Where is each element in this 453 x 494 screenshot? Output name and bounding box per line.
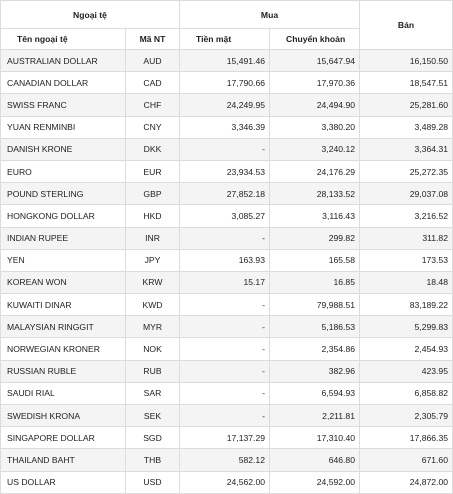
header-buy: Mua: [180, 1, 360, 29]
currency-code-cell: KRW: [126, 271, 180, 293]
transfer-buy-cell: 28,133.52: [270, 183, 360, 205]
currency-name-cell: NORWEGIAN KRONER: [1, 338, 126, 360]
cash-buy-cell: 23,934.53: [180, 160, 270, 182]
currency-code-cell: GBP: [126, 183, 180, 205]
sell-rate-cell: 2,454.93: [360, 338, 453, 360]
currency-code-cell: AUD: [126, 50, 180, 72]
cash-buy-cell: -: [180, 405, 270, 427]
currency-name-cell: RUSSIAN RUBLE: [1, 360, 126, 382]
transfer-buy-cell: 24,176.29: [270, 160, 360, 182]
header-currency: Ngoại tệ: [1, 1, 180, 29]
currency-name-cell: SWEDISH KRONA: [1, 405, 126, 427]
currency-name-cell: SWISS FRANC: [1, 94, 126, 116]
transfer-buy-cell: 2,354.86: [270, 338, 360, 360]
cash-buy-cell: 3,085.27: [180, 205, 270, 227]
currency-code-cell: SGD: [126, 427, 180, 449]
cash-buy-cell: 24,249.95: [180, 94, 270, 116]
table-header: [1, 1, 453, 50]
transfer-buy-cell: 646.80: [270, 449, 360, 471]
cash-buy-cell: 17,137.29: [180, 427, 270, 449]
cash-buy-cell: 163.93: [180, 249, 270, 271]
sell-rate-cell: 25,272.35: [360, 160, 453, 182]
sell-rate-cell: 18,547.51: [360, 72, 453, 94]
sell-rate-cell: 18.48: [360, 271, 453, 293]
currency-code-cell: KWD: [126, 294, 180, 316]
cash-buy-cell: 17,790.66: [180, 72, 270, 94]
transfer-buy-cell: 299.82: [270, 227, 360, 249]
currency-code-cell: DKK: [126, 138, 180, 160]
currency-name-cell: YEN: [1, 249, 126, 271]
transfer-buy-cell: 6,594.93: [270, 382, 360, 404]
currency-code-cell: SAR: [126, 382, 180, 404]
header-row-top: [1, 1, 453, 29]
table-row: [1, 271, 453, 293]
sell-rate-cell: 5,299.83: [360, 316, 453, 338]
sell-rate-cell: 671.60: [360, 449, 453, 471]
currency-code-cell: CHF: [126, 94, 180, 116]
currency-name-cell: MALAYSIAN RINGGIT: [1, 316, 126, 338]
currency-name-cell: SINGAPORE DOLLAR: [1, 427, 126, 449]
currency-code-cell: NOK: [126, 338, 180, 360]
sell-rate-cell: 2,305.79: [360, 405, 453, 427]
transfer-buy-cell: 16.85: [270, 271, 360, 293]
table-row: [1, 316, 453, 338]
currency-code-cell: SEK: [126, 405, 180, 427]
transfer-buy-cell: 24,592.00: [270, 471, 360, 493]
sell-rate-cell: 17,866.35: [360, 427, 453, 449]
table-row: [1, 405, 453, 427]
sell-rate-cell: 423.95: [360, 360, 453, 382]
transfer-buy-cell: 5,186.53: [270, 316, 360, 338]
transfer-buy-cell: 17,310.40: [270, 427, 360, 449]
table-row: [1, 72, 453, 94]
table-row: [1, 138, 453, 160]
currency-code-cell: USD: [126, 471, 180, 493]
transfer-buy-cell: 165.58: [270, 249, 360, 271]
transfer-buy-cell: 3,380.20: [270, 116, 360, 138]
transfer-buy-cell: 24,494.90: [270, 94, 360, 116]
currency-name-cell: US DOLLAR: [1, 471, 126, 493]
table-row: [1, 427, 453, 449]
transfer-buy-cell: 17,970.36: [270, 72, 360, 94]
sell-rate-cell: 6,858.82: [360, 382, 453, 404]
sell-rate-cell: 16,150.50: [360, 50, 453, 72]
sell-rate-cell: 24,872.00: [360, 471, 453, 493]
currency-name-cell: POUND STERLING: [1, 183, 126, 205]
currency-name-cell: INDIAN RUPEE: [1, 227, 126, 249]
table-row: [1, 382, 453, 404]
header-sell: Bán: [360, 1, 453, 50]
currency-code-cell: MYR: [126, 316, 180, 338]
sell-rate-cell: 29,037.08: [360, 183, 453, 205]
sell-rate-cell: 83,189.22: [360, 294, 453, 316]
table-row: [1, 205, 453, 227]
currency-name-cell: THAILAND BAHT: [1, 449, 126, 471]
table-row: [1, 471, 453, 493]
currency-code-cell: CAD: [126, 72, 180, 94]
table-row: [1, 294, 453, 316]
sell-rate-cell: 3,216.52: [360, 205, 453, 227]
sell-rate-cell: 3,364.31: [360, 138, 453, 160]
transfer-buy-cell: 79,988.51: [270, 294, 360, 316]
cash-buy-cell: 582.12: [180, 449, 270, 471]
cash-buy-cell: -: [180, 338, 270, 360]
cash-buy-cell: 24,562.00: [180, 471, 270, 493]
header-cash: Tiền mặt: [180, 29, 270, 50]
currency-code-cell: INR: [126, 227, 180, 249]
header-transfer: Chuyển khoản: [270, 29, 360, 50]
currency-code-cell: EUR: [126, 160, 180, 182]
currency-name-cell: HONGKONG DOLLAR: [1, 205, 126, 227]
transfer-buy-cell: 3,240.12: [270, 138, 360, 160]
cash-buy-cell: -: [180, 294, 270, 316]
currency-name-cell: YUAN RENMINBI: [1, 116, 126, 138]
transfer-buy-cell: 2,211.81: [270, 405, 360, 427]
cash-buy-cell: -: [180, 360, 270, 382]
currency-code-cell: THB: [126, 449, 180, 471]
table-row: [1, 360, 453, 382]
transfer-buy-cell: 3,116.43: [270, 205, 360, 227]
sell-rate-cell: 173.53: [360, 249, 453, 271]
table-row: [1, 183, 453, 205]
header-currency-name: Tên ngoại tệ: [1, 29, 126, 50]
currency-name-cell: AUSTRALIAN DOLLAR: [1, 50, 126, 72]
cash-buy-cell: -: [180, 138, 270, 160]
currency-code-cell: CNY: [126, 116, 180, 138]
table-row: [1, 449, 453, 471]
sell-rate-cell: 3,489.28: [360, 116, 453, 138]
cash-buy-cell: -: [180, 227, 270, 249]
cash-buy-cell: 27,852.18: [180, 183, 270, 205]
cash-buy-cell: -: [180, 382, 270, 404]
table-row: [1, 94, 453, 116]
currency-name-cell: SAUDI RIAL: [1, 382, 126, 404]
cash-buy-cell: 15.17: [180, 271, 270, 293]
cash-buy-cell: -: [180, 316, 270, 338]
currency-name-cell: KUWAITI DINAR: [1, 294, 126, 316]
cash-buy-cell: 15,491.46: [180, 50, 270, 72]
transfer-buy-cell: 15,647.94: [270, 50, 360, 72]
table-body: [1, 50, 453, 494]
table-row: [1, 160, 453, 182]
header-code: Mã NT: [126, 29, 180, 50]
table-row: [1, 116, 453, 138]
sell-rate-cell: 311.82: [360, 227, 453, 249]
currency-name-cell: EURO: [1, 160, 126, 182]
sell-rate-cell: 25,281.60: [360, 94, 453, 116]
table-row: [1, 50, 453, 72]
table-row: [1, 338, 453, 360]
cash-buy-cell: 3,346.39: [180, 116, 270, 138]
currency-name-cell: CANADIAN DOLLAR: [1, 72, 126, 94]
currency-code-cell: RUB: [126, 360, 180, 382]
table-row: [1, 249, 453, 271]
currency-code-cell: HKD: [126, 205, 180, 227]
currency-name-cell: DANISH KRONE: [1, 138, 126, 160]
currency-name-cell: KOREAN WON: [1, 271, 126, 293]
currency-code-cell: JPY: [126, 249, 180, 271]
transfer-buy-cell: 382.96: [270, 360, 360, 382]
table-row: [1, 227, 453, 249]
